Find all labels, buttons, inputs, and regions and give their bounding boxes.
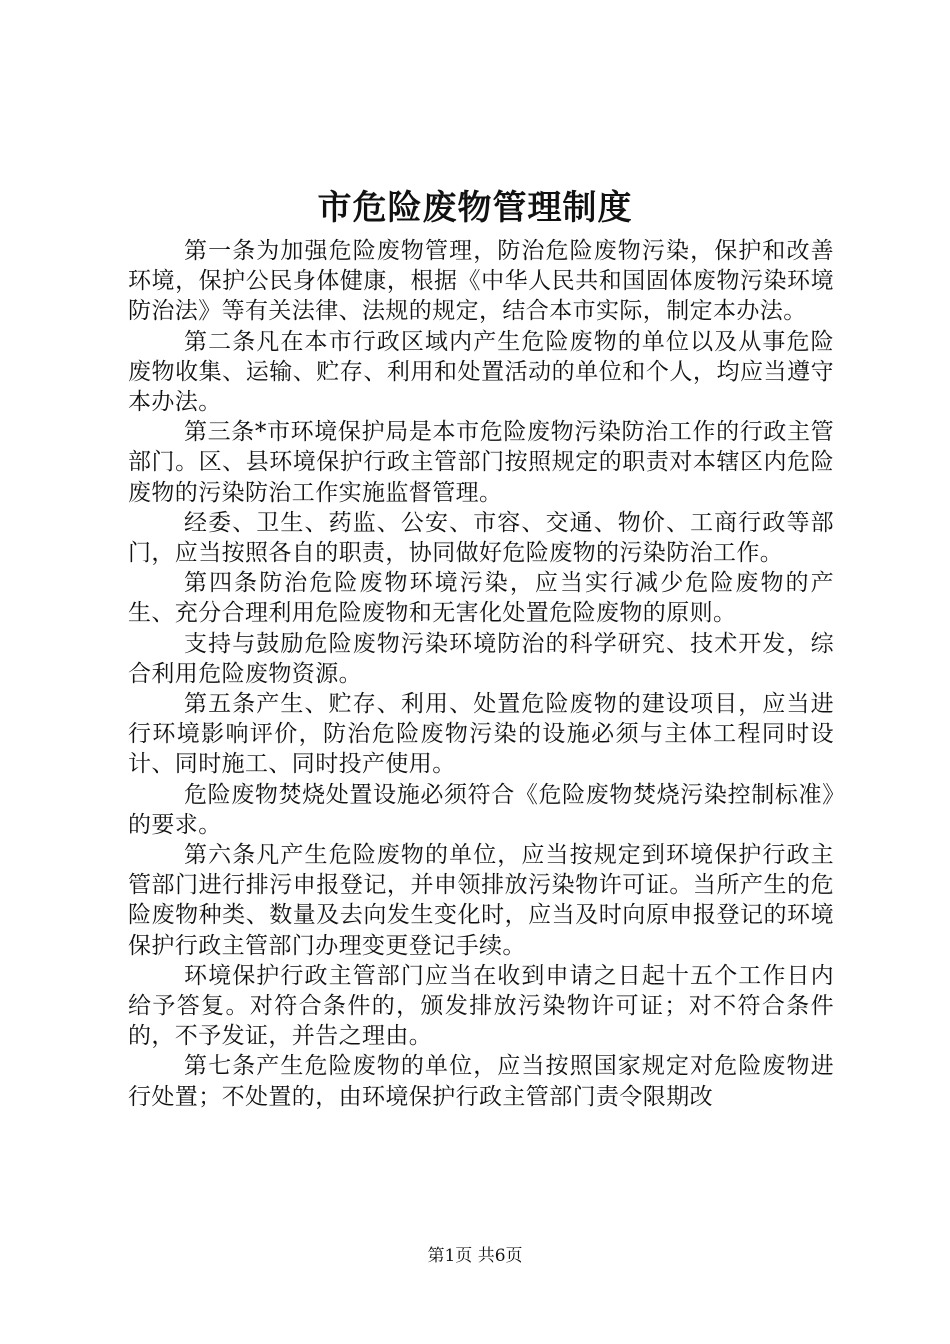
article-6-continuation-paragraph: 环境保护行政主管部门应当在收到申请之日起十五个工作日内给予答复。对符合条件的，颁发排放污染物许可证；对不符合条件的，不予发证，并告之理由。 <box>128 962 834 1050</box>
article-7-paragraph: 第七条产生危险废物的单位，应当按照国家规定对危险废物进行处置；不处置的，由环境保护行政主管部门责令限期改 <box>128 1053 834 1110</box>
article-5-continuation-paragraph: 危险废物焚烧处置设施必须符合《危险废物焚烧污染控制标准》的要求。 <box>128 781 834 838</box>
article-4-paragraph: 第四条防治危险废物环境污染，应当实行减少危险废物的产生、充分合理利用危险废物和无害化处置危险废物的原则。 <box>128 570 834 627</box>
article-3-paragraph: 第三条*市环境保护局是本市危险废物污染防治工作的行政主管部门。区、县环境保护行政主管部门按照规定的职责对本辖区内危险废物的污染防治工作实施监督管理。 <box>128 419 834 506</box>
page-number-footer: 第1页 共6页 <box>427 1246 523 1266</box>
document-body <box>128 236 834 1112</box>
article-3-continuation-paragraph: 经委、卫生、药监、公安、市容、交通、物价、工商行政等部门，应当按照各自的职责，协同做好危险废物的污染防治工作。 <box>128 509 834 567</box>
article-5-paragraph: 第五条产生、贮存、利用、处置危险废物的建设项目，应当进行环境影响评价，防治危险废物污染的设施必须与主体工程同时设计、同时施工、同时投产使用。 <box>128 691 834 778</box>
article-4-continuation-paragraph: 支持与鼓励危险废物污染环境防治的科学研究、技术开发，综合利用危险废物资源。 <box>128 630 834 687</box>
document-title: 市危险废物管理制度 <box>317 188 633 228</box>
article-1-paragraph: 第一条为加强危险废物管理，防治危险废物污染，保护和改善环境，保护公民身体健康，根据《中华人民共和国固体废物污染环境防治法》等有关法律、法规的规定，结合本市实际，制定本办法。 <box>128 238 834 325</box>
article-6-paragraph: 第六条凡产生危险废物的单位，应当按规定到环境保护行政主管部门进行排污申报登记，并申领排放污染物许可证。当所产生的危险废物种类、数量及去向发生变化时，应当及时向原申报登记的环境保护行政主管部门办理变更登记手续。 <box>128 842 834 959</box>
article-2-paragraph: 第二条凡在本市行政区域内产生危险废物的单位以及从事危险废物收集、运输、贮存、利用和处置活动的单位和个人，均应当遵守本办法。 <box>128 328 834 416</box>
